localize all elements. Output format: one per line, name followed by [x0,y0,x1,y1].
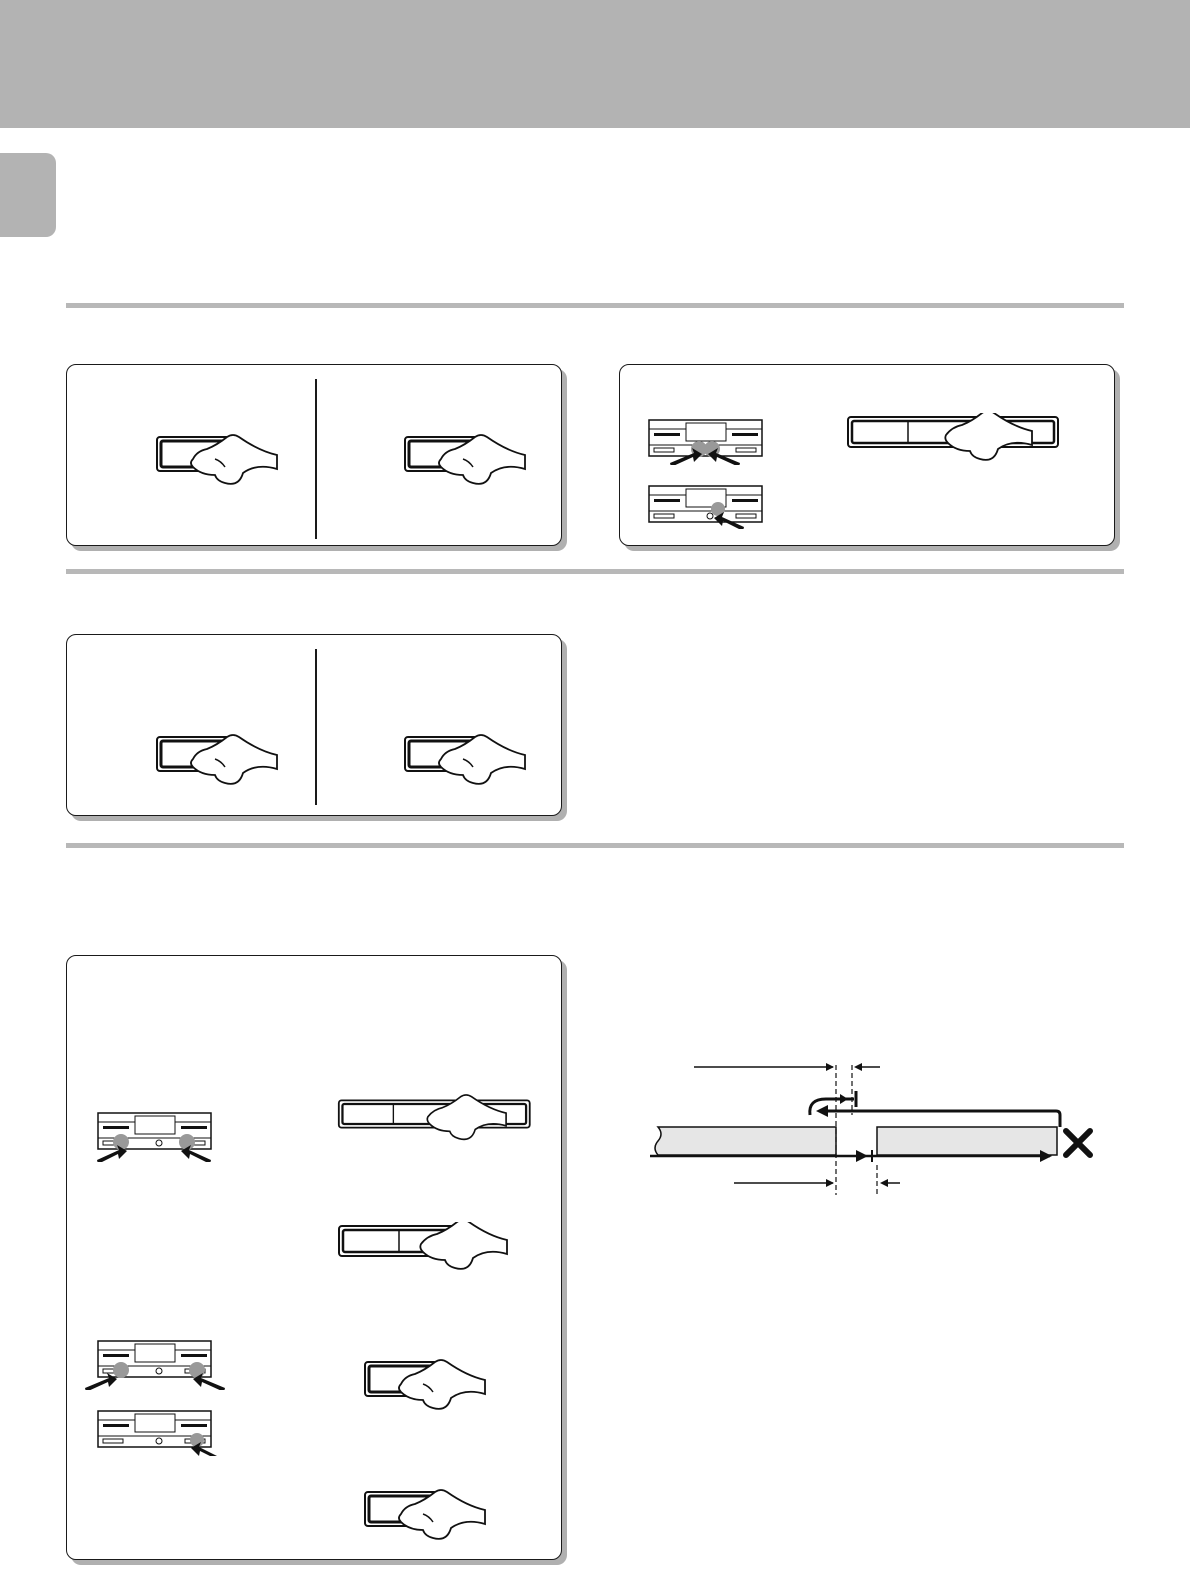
cassette-deck-icon [85,1340,225,1390]
button-press-icon [155,733,280,788]
rewind-arrow [820,1111,1060,1127]
tape-segment [877,1127,1057,1155]
cassette-deck-icon [97,1410,217,1456]
section-rule [66,843,1124,848]
section-rule [66,303,1124,308]
panel-divider [315,649,317,805]
cancel-x-icon [1066,1131,1090,1155]
cassette-deck-icon [648,419,763,465]
tape-segment [655,1127,836,1155]
header-band [0,0,1190,128]
cassette-deck-icon [648,485,763,529]
split-button-press-icon [337,1222,517,1282]
panel-divider [315,379,317,539]
button-press-icon [155,433,280,488]
button-press-icon [363,1358,488,1413]
instruction-panel-1 [66,364,562,546]
cassette-deck-icon [97,1112,212,1162]
section-tab [0,153,56,237]
tape-timing-diagram [640,1055,1100,1195]
button-press-icon [363,1488,488,1543]
button-press-icon [403,733,528,788]
wide-button-press-icon [337,1094,537,1154]
instruction-panel-3 [66,634,562,816]
instruction-panel-2 [619,364,1115,546]
section-rule [66,569,1124,574]
wide-button-press-icon [846,413,1066,473]
instruction-panel-4 [66,955,562,1560]
button-press-icon [403,433,528,488]
